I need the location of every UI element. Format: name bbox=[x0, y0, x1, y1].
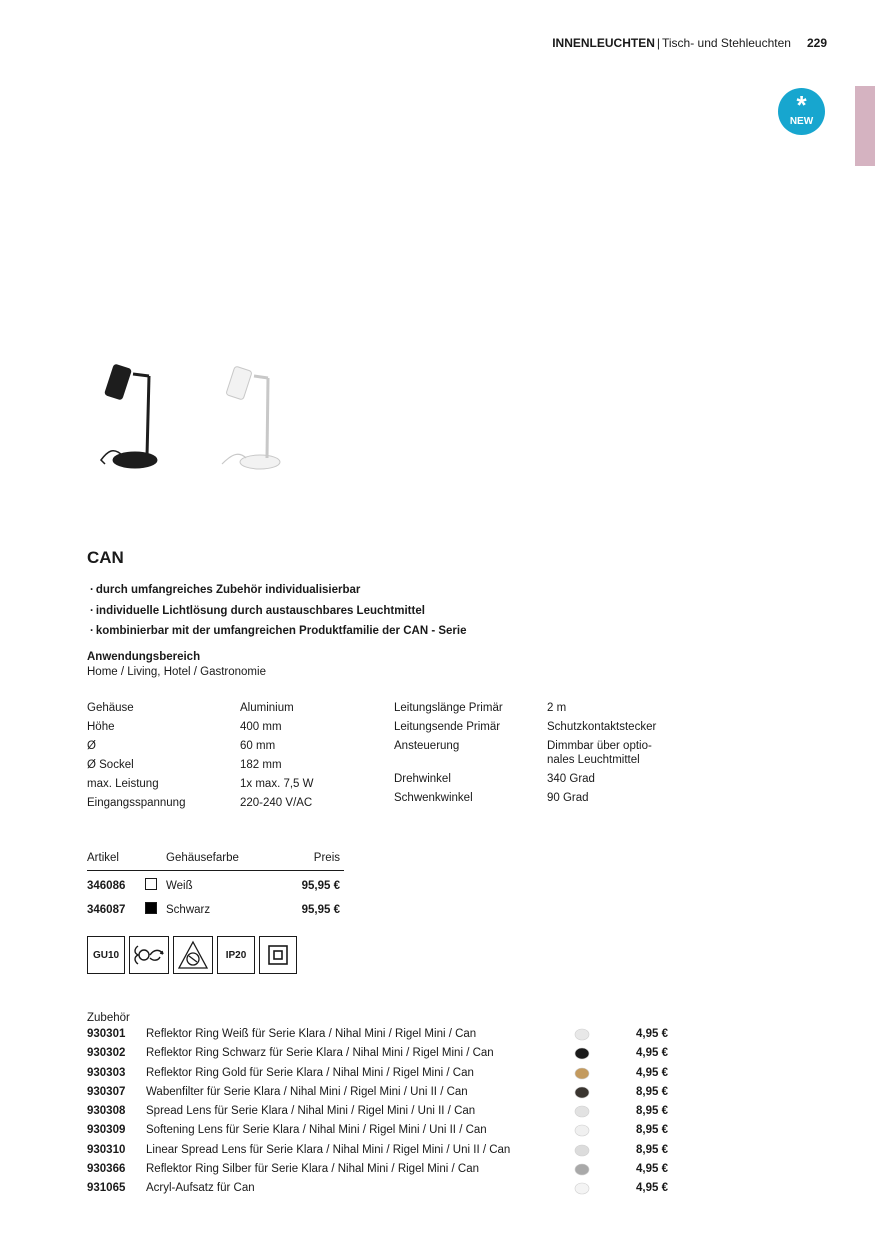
accessory-article: 930309 bbox=[87, 1124, 126, 1137]
spec-label: Drehwinkel bbox=[394, 773, 451, 785]
price: 95,95 € bbox=[301, 904, 340, 916]
spec-label: max. Leistung bbox=[87, 778, 159, 790]
accessory-description: Wabenfilter für Serie Klara / Nihal Mini / Rigel Mini / Uni II / Can bbox=[146, 1085, 468, 1098]
spec-value: 220-240 V/AC bbox=[240, 797, 313, 809]
new-badge-label: NEW bbox=[789, 116, 814, 127]
subcategory-title: Tisch- und Stehleuchten bbox=[662, 36, 791, 50]
spec-value: Dimmbar über optio-nales Leuchtmittel bbox=[547, 740, 652, 766]
accessory-article: 930366 bbox=[87, 1163, 126, 1176]
new-badge bbox=[778, 88, 825, 135]
black-table-lamp-image bbox=[95, 360, 175, 475]
spec-label: Ø Sockel bbox=[87, 759, 134, 771]
ip20-icon: IP20 bbox=[217, 936, 255, 974]
article-table bbox=[87, 850, 344, 919]
list-item bbox=[87, 1044, 672, 1063]
spec-value: 90 Grad bbox=[547, 792, 589, 804]
accessory-thumbnail bbox=[573, 1086, 591, 1099]
accessory-description: Acryl-Aufsatz für Can bbox=[146, 1182, 255, 1195]
spec-row bbox=[87, 775, 387, 794]
accessory-article: 930302 bbox=[87, 1047, 126, 1060]
spec-value: 1x max. 7,5 W bbox=[240, 778, 314, 790]
spec-label: Eingangsspannung bbox=[87, 797, 186, 809]
spec-table-left bbox=[87, 699, 387, 813]
list-item bbox=[87, 1160, 672, 1179]
star-icon: * bbox=[796, 90, 807, 120]
feature-item: · kombinierbar mit der umfangreichen Produktfamilie der CAN - Serie bbox=[90, 621, 466, 642]
accessory-thumbnail bbox=[573, 1047, 591, 1060]
spec-row bbox=[394, 770, 694, 789]
spec-row bbox=[87, 718, 387, 737]
article-number: 346087 bbox=[87, 904, 126, 916]
color-name: Schwarz bbox=[166, 904, 211, 916]
usage-section bbox=[87, 650, 266, 680]
accessory-price: 4,95 € bbox=[636, 1163, 668, 1176]
accessory-price: 4,95 € bbox=[636, 1182, 668, 1195]
accessory-article: 930308 bbox=[87, 1105, 126, 1118]
spec-row bbox=[87, 756, 387, 775]
accessory-price: 8,95 € bbox=[636, 1105, 668, 1118]
black-lamp bbox=[101, 364, 157, 468]
table-row bbox=[87, 895, 344, 919]
white-table-lamp-image bbox=[212, 360, 292, 475]
category-title: INNENLEUCHTEN bbox=[552, 36, 655, 50]
spec-table-right bbox=[394, 699, 694, 808]
color-swatch bbox=[145, 902, 157, 914]
accessory-price: 4,95 € bbox=[636, 1028, 668, 1040]
accessory-description: Reflektor Ring Weiß für Serie Klara / Nihal Mini / Rigel Mini / Can bbox=[146, 1028, 477, 1040]
section-tab bbox=[855, 86, 875, 166]
accessory-description: Reflektor Ring Silber für Serie Klara / Nihal Mini / Rigel Mini / Can bbox=[146, 1163, 479, 1176]
usage-text: Home / Living, Hotel / Gastronomie bbox=[87, 666, 266, 678]
accessory-description: Reflektor Ring Gold für Serie Klara / Nihal Mini / Rigel Mini / Can bbox=[146, 1066, 474, 1079]
spec-label: Höhe bbox=[87, 721, 115, 733]
table-row bbox=[87, 871, 344, 895]
accessory-thumbnail bbox=[573, 1067, 591, 1080]
protection-class-2-icon bbox=[259, 936, 297, 974]
accessory-description: Linear Spread Lens für Serie Klara / Nihal Mini / Rigel Mini / Uni II / Can bbox=[146, 1143, 511, 1156]
accessory-description: Spread Lens für Serie Klara / Nihal Mini / Rigel Mini / Uni II / Can bbox=[146, 1105, 476, 1118]
accessory-list bbox=[87, 1025, 672, 1199]
list-item bbox=[87, 1102, 672, 1121]
accessory-article: 930310 bbox=[87, 1143, 126, 1156]
list-item bbox=[87, 1083, 672, 1102]
spec-row bbox=[87, 699, 387, 718]
spec-value: Schutzkontaktstecker bbox=[547, 721, 657, 733]
accessory-price: 4,95 € bbox=[636, 1066, 668, 1079]
spec-label: Leitungslänge Primär bbox=[394, 702, 503, 714]
spec-row bbox=[394, 718, 694, 737]
accessory-thumbnail bbox=[573, 1182, 591, 1195]
spec-label: Leitungsende Primär bbox=[394, 721, 501, 733]
spec-value: Aluminium bbox=[240, 702, 294, 714]
spec-label: Schwenkwinkel bbox=[394, 792, 473, 804]
accessory-price: 4,95 € bbox=[636, 1047, 668, 1060]
feature-item: · individuelle Lichtlösung durch austauschbares Leuchtmittel bbox=[90, 601, 466, 622]
spec-label: Ansteuerung bbox=[394, 740, 460, 752]
page-number: 229 bbox=[806, 36, 827, 50]
usage-heading: Anwendungsbereich bbox=[87, 651, 201, 663]
page-header bbox=[552, 36, 827, 50]
light-beam-icon bbox=[173, 936, 213, 974]
spec-value: 2 m bbox=[547, 702, 567, 714]
accessory-article: 931065 bbox=[87, 1182, 126, 1195]
column-header-color: Gehäusefarbe bbox=[166, 852, 239, 864]
dimmable-icon bbox=[129, 936, 169, 974]
spec-label: Ø bbox=[87, 740, 96, 752]
header-separator: | bbox=[656, 36, 660, 50]
table-header bbox=[87, 850, 344, 871]
accessory-thumbnail bbox=[573, 1105, 591, 1118]
gu10-icon: GU10 bbox=[87, 936, 125, 974]
feature-list bbox=[90, 580, 466, 642]
accessory-description: Reflektor Ring Schwarz für Serie Klara / Nihal Mini / Rigel Mini / Can bbox=[146, 1047, 494, 1060]
spec-value: 400 mm bbox=[240, 721, 282, 733]
list-item bbox=[87, 1179, 672, 1198]
feature-item: · durch umfangreiches Zubehör individualisierbar bbox=[90, 580, 466, 601]
spec-value: 340 Grad bbox=[547, 773, 595, 785]
accessory-thumbnail bbox=[573, 1144, 591, 1157]
list-item bbox=[87, 1121, 672, 1140]
accessories-section bbox=[87, 1011, 672, 1199]
list-item bbox=[87, 1025, 672, 1044]
accessory-article: 930301 bbox=[87, 1028, 126, 1040]
spec-value: 182 mm bbox=[240, 759, 282, 771]
spec-row bbox=[394, 789, 694, 808]
accessory-thumbnail bbox=[573, 1028, 591, 1041]
column-header-price: Preis bbox=[313, 852, 340, 864]
accessory-thumbnail bbox=[573, 1124, 591, 1137]
accessory-article: 930303 bbox=[87, 1066, 126, 1079]
article-number: 346086 bbox=[87, 880, 126, 892]
column-header-article: Artikel bbox=[87, 852, 119, 864]
accessory-price: 8,95 € bbox=[636, 1143, 668, 1156]
spec-row bbox=[394, 737, 694, 770]
accessory-description: Softening Lens für Serie Klara / Nihal Mini / Rigel Mini / Uni II / Can bbox=[146, 1124, 487, 1137]
list-item bbox=[87, 1064, 672, 1083]
price: 95,95 € bbox=[301, 880, 340, 892]
spec-label: Gehäuse bbox=[87, 702, 134, 714]
spec-row bbox=[87, 737, 387, 756]
spec-value: 60 mm bbox=[240, 740, 276, 752]
list-item bbox=[87, 1141, 672, 1160]
color-name: Weiß bbox=[166, 880, 193, 892]
color-swatch bbox=[145, 878, 157, 890]
white-lamp bbox=[222, 366, 280, 469]
accessory-price: 8,95 € bbox=[636, 1085, 668, 1098]
spec-row bbox=[87, 794, 387, 813]
accessory-article: 930307 bbox=[87, 1085, 126, 1098]
accessory-price: 8,95 € bbox=[636, 1124, 668, 1137]
spec-row bbox=[394, 699, 694, 718]
product-title: CAN bbox=[87, 548, 124, 567]
accessories-heading: Zubehör bbox=[87, 1012, 130, 1024]
accessory-thumbnail bbox=[573, 1163, 591, 1176]
